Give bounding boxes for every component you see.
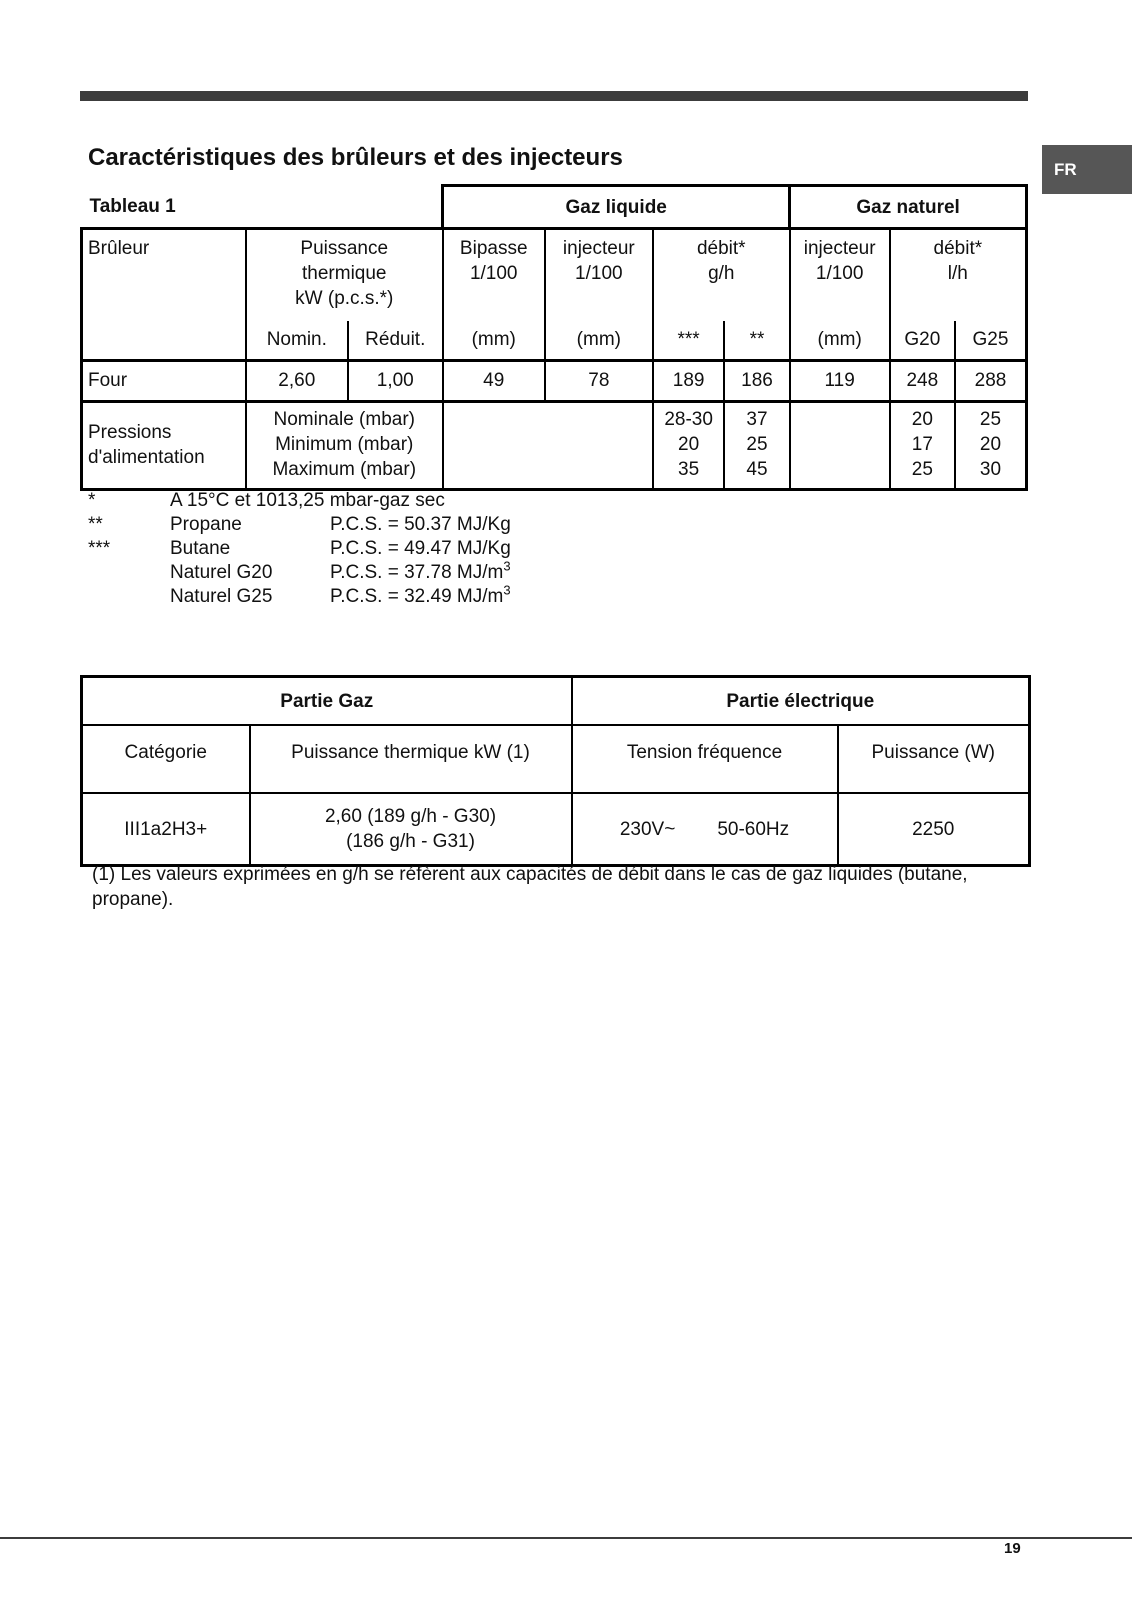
four-nomin: 2,60	[246, 360, 348, 401]
gas-electric-table	[80, 675, 1031, 867]
row-label-four: Four	[82, 360, 246, 401]
note-item: Naturel G25 P.C.S. = 32.49 $MJ/m^3$	[170, 582, 511, 607]
pressure-propane: 37 25 45	[724, 401, 789, 489]
sub-reduit: Réduit.	[348, 321, 443, 361]
header-partie-electrique: Partie électrique	[572, 677, 1030, 726]
four-flow-butane: 189	[653, 360, 724, 401]
pressure-kinds: Nominale (mbar) Minimum (mbar) Maximum (mbar)	[246, 401, 443, 489]
value-puissance-thermique: 2,60 (189 g/h - G30) (186 g/h - G31)	[250, 793, 572, 866]
table-caption: Tableau 1	[89, 195, 176, 217]
table-notes	[88, 489, 511, 609]
four-reduit: 1,00	[348, 360, 443, 401]
pressure-g20: 20 17 25	[890, 401, 955, 489]
note-item: * A 15°C et 1013,25 mbar-gaz sec	[88, 490, 445, 511]
four-g20: 248	[890, 360, 955, 401]
value-tension-frequence: 230V~ 50-60Hz	[572, 793, 838, 866]
value-categorie: III1a2H3+	[82, 793, 250, 866]
language-tab: FR	[1042, 145, 1132, 194]
four-injector: 78	[545, 360, 653, 401]
sub-propane-stars: **	[724, 321, 789, 361]
pressure-empty-natural	[790, 401, 890, 489]
note-item: ** Propane P.C.S. = 50.37 MJ/Kg	[88, 514, 511, 535]
note-item: Naturel G20 P.C.S. = 37.78 $MJ/m^3$	[170, 558, 511, 583]
header-flow-gh: débit* g/h	[653, 229, 790, 321]
header-puissance-thermique: Puissance thermique kW (1)	[250, 725, 572, 793]
header-categorie: Catégorie	[82, 725, 250, 793]
sub-g25: G25	[955, 321, 1027, 361]
sub-mm-injector: (mm)	[545, 321, 653, 361]
header-power: Puissance thermique kW (p.c.s.*)	[246, 229, 443, 321]
table-row	[82, 401, 1027, 489]
pressure-g25: 25 20 30	[955, 401, 1027, 489]
sub-g20: G20	[890, 321, 955, 361]
top-rule	[80, 91, 1028, 101]
page-title: Caractéristiques des brûleurs et des injecteurs	[88, 144, 623, 171]
burner-injector-table	[80, 184, 1028, 491]
header-bypass: Bipasse 1/100	[443, 229, 545, 321]
group-header-liquid: Gaz liquide	[443, 186, 790, 229]
pressure-empty-liquid	[443, 401, 653, 489]
four-g25: 288	[955, 360, 1027, 401]
bottom-rule	[0, 1537, 1132, 1539]
sub-nomin: Nomin.	[246, 321, 348, 361]
four-injector-natural: 119	[790, 360, 890, 401]
row-label-pressions: Pressions d'alimentation	[82, 401, 246, 489]
table-row	[82, 360, 1027, 401]
header-burner: Brûleur	[82, 229, 246, 361]
value-puissance-w: 2250	[838, 793, 1030, 866]
table-row	[82, 793, 1030, 866]
sub-butane-stars: ***	[653, 321, 724, 361]
header-puissance-w: Puissance (W)	[838, 725, 1030, 793]
four-bypass: 49	[443, 360, 545, 401]
header-injector: injecteur 1/100	[545, 229, 653, 321]
header-tension-frequence: Tension fréquence	[572, 725, 838, 793]
group-header-natural: Gaz naturel	[790, 186, 1027, 229]
header-injector-natural: injecteur 1/100	[790, 229, 890, 321]
header-flow-lh: débit* l/h	[890, 229, 1027, 321]
note-item: *** Butane P.C.S. = 49.47 MJ/Kg	[88, 538, 511, 559]
footnote: (1) Les valeurs exprimées en g/h se réfèrent aux capacités de débit dans le cas de gaz liquides (butane, propane).	[92, 864, 968, 910]
header-partie-gaz: Partie Gaz	[82, 677, 572, 726]
sub-mm-bypass: (mm)	[443, 321, 545, 361]
pressure-butane: 28-30 20 35	[653, 401, 724, 489]
page-number: 19	[1004, 1540, 1021, 1557]
four-flow-propane: 186	[724, 360, 789, 401]
sub-mm-injector-natural: (mm)	[790, 321, 890, 361]
